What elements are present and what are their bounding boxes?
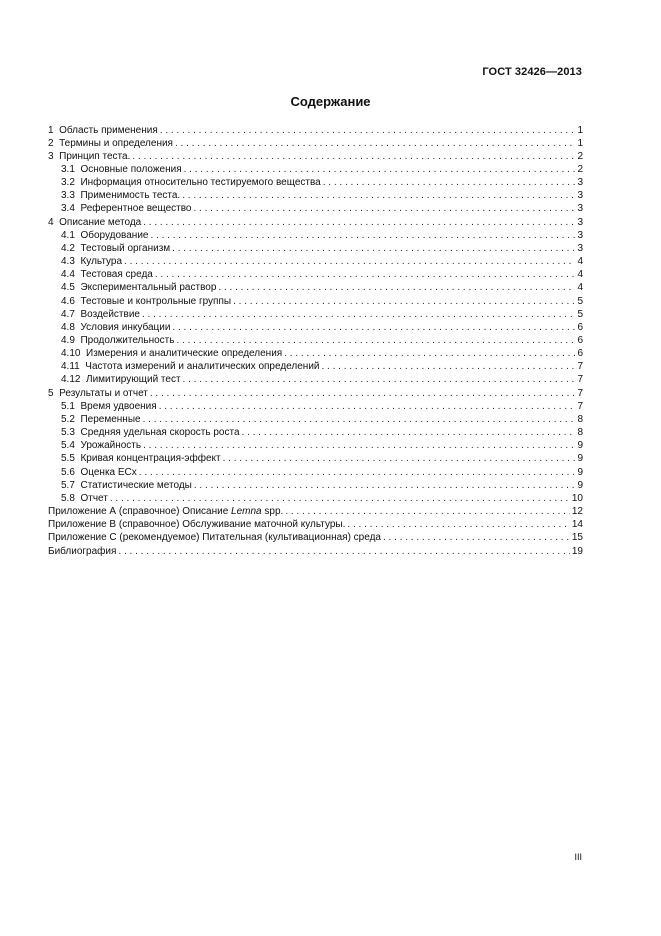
toc-dot-leader [143,439,575,452]
toc-entry-label [61,295,231,308]
toc-entry-text: Информация относительно тестируемого вещества [80,177,321,189]
toc-entry-label [61,202,191,215]
toc-dot-leader [110,492,570,505]
toc-entry[interactable] [48,439,583,452]
toc-entry[interactable] [48,137,583,150]
table-of-contents [48,124,583,558]
page-title: Содержание [290,94,371,109]
toc-entry-number: 4.8 [61,321,75,333]
toc-dot-leader [383,531,570,544]
toc-entry[interactable] [48,373,583,386]
toc-entry-text: Средняя удельная скорость роста [80,427,240,439]
toc-entry-page: 15 [571,532,583,544]
toc-entry-number: 5.3 [61,427,75,439]
toc-entry-page: 6 [577,321,583,333]
toc-entry[interactable] [48,321,583,334]
toc-dot-leader [242,426,576,439]
toc-dot-leader [159,400,576,413]
toc-entry-label [61,255,122,268]
toc-entry-label [48,150,130,163]
toc-dot-leader [150,229,575,242]
toc-entry-page: 6 [577,335,583,346]
toc-dot-leader [193,202,575,215]
toc-entry-page: 1 [577,137,583,149]
toc-entry[interactable] [48,281,583,294]
toc-entry-italic: Lemna [231,506,262,518]
toc-entry-label [61,373,181,386]
toc-entry-page: 3 [577,177,583,189]
toc-entry-label [61,439,141,452]
toc-entry-page: 5 [577,295,583,307]
toc-entry-page: 7 [577,400,583,412]
toc-entry[interactable] [48,124,583,137]
toc-entry-label [48,518,345,531]
toc-entry-label [48,387,148,400]
toc-entry[interactable] [48,268,583,281]
toc-entry-page: 7 [577,361,583,373]
toc-entry[interactable] [48,150,583,163]
toc-entry[interactable] [48,176,583,189]
toc-entry-text: Результаты и отчет [59,387,148,399]
toc-entry-label [61,466,137,479]
toc-dot-leader [132,150,575,163]
toc-entry[interactable] [48,189,583,202]
toc-dot-leader [284,347,575,360]
toc-entry-text: Приложение А (справочное) Описание [48,506,229,518]
toc-entry-label [61,479,192,492]
toc-entry-number: 2 [48,137,54,149]
toc-entry-label [48,505,283,518]
toc-dot-leader [323,176,576,189]
toc-entry[interactable] [48,426,583,439]
toc-dot-leader [155,268,576,281]
toc-dot-leader [194,479,576,492]
toc-entry-label [61,360,320,373]
toc-entry-text: Область применения [59,124,158,136]
toc-entry[interactable] [48,163,583,176]
toc-entry-text: Продолжительность [80,335,175,346]
toc-entry-label [48,137,173,150]
toc-entry-text: Переменные [80,413,141,425]
toc-entry-number: 4.1 [61,229,75,241]
toc-entry-text: Тестовый организм [80,242,171,254]
toc-entry-page: 10 [571,492,583,504]
toc-entry[interactable] [48,518,583,531]
toc-entry-page: 8 [577,427,583,439]
toc-entry-number: 5.7 [61,479,75,491]
toc-dot-leader [183,373,576,386]
toc-entry[interactable] [48,505,583,518]
toc-entry-number: 4.3 [61,256,75,268]
toc-entry-number: 4.6 [61,295,75,307]
toc-entry-text: Приложение С (рекомендуемое) Питательная (культивационная) среда [48,532,381,544]
document-id: ГОСТ 32426—2013 [482,66,582,78]
toc-entry-number: 4.7 [61,308,75,320]
toc-entry[interactable] [48,413,583,426]
toc-entry-label [61,347,282,360]
toc-entry-page: 12 [571,506,583,518]
toc-entry-label [61,229,148,242]
toc-entry-text: Культура [80,256,123,268]
toc-entry-text: Тестовые и контрольные группы [80,295,232,307]
toc-dot-leader [142,308,575,321]
toc-entry-text: Оценка ECx [80,466,137,478]
toc-entry-number: 4 [48,216,54,228]
toc-entry[interactable] [48,308,583,321]
toc-dot-leader [139,466,576,479]
toc-entry-label [48,545,116,558]
toc-entry[interactable] [48,531,583,544]
toc-entry-page: 3 [577,229,583,241]
toc-entry-page: 6 [577,348,583,360]
toc-dot-leader [176,334,575,347]
toc-entry-number: 3.2 [61,177,75,189]
toc-entry-page: 9 [577,440,583,452]
page-number: III [574,852,582,862]
toc-entry[interactable] [48,479,583,492]
toc-entry-label [61,492,108,505]
toc-entry-number: 5.6 [61,466,75,478]
toc-entry[interactable] [48,360,583,373]
toc-entry-text: Частота измерений и аналитических определений [85,361,320,373]
toc-entry-text: Приложение В (справочное) Обслуживание маточной культуры. [48,519,346,531]
toc-dot-leader [347,518,569,531]
toc-entry-page: 19 [571,545,583,557]
toc-entry-page: 5 [577,308,583,320]
toc-entry-text: Лимитирующий тест [86,374,181,386]
toc-entry[interactable] [48,347,583,360]
toc-entry-number: 5.8 [61,492,75,504]
toc-entry-number: 5.5 [61,453,75,465]
toc-entry-page: 4 [577,256,583,268]
toc-entry[interactable] [48,242,583,255]
toc-entry-text: Измерения и аналитические определения [86,348,283,360]
toc-dot-leader [285,505,570,518]
toc-entry-text: Урожайность [80,440,142,452]
toc-entry-number: 5.1 [61,400,75,412]
toc-entry-page: 3 [577,216,583,228]
toc-entry-page: 2 [577,150,583,162]
toc-entry-label [48,216,141,229]
toc-entry-number: 5.4 [61,440,75,452]
toc-entry[interactable] [48,452,583,465]
toc-entry-label [61,334,174,347]
toc-entry-text: Библиография [48,545,117,557]
toc-entry-page: 14 [571,519,583,531]
toc-entry-text: Основные положения [80,163,182,175]
toc-entry[interactable] [48,255,583,268]
toc-entry-label [61,452,221,465]
toc-dot-leader [118,545,569,558]
toc-entry-label [61,281,216,294]
toc-dot-leader [172,321,575,334]
toc-entry-text: Принцип теста. [59,150,131,162]
toc-entry-text: Кривая концентрация-эффект [80,453,221,465]
toc-entry-text: Условия инкубации [80,321,171,333]
toc-entry-page: 3 [577,242,583,254]
toc-entry-page: 3 [577,203,583,215]
toc-dot-leader [182,189,575,202]
toc-entry-label [61,242,170,255]
toc-entry-label [48,124,158,137]
toc-entry-page: 7 [577,374,583,386]
toc-entry-page: 1 [577,124,583,136]
toc-entry-text: Описание метода [59,216,142,228]
toc-dot-leader [143,413,576,426]
toc-entry-label [61,176,321,189]
toc-entry-tail: spp. [261,506,284,518]
toc-entry-label [61,268,153,281]
toc-entry-text: Воздействие [80,308,140,320]
toc-entry-label [61,308,140,321]
toc-entry-number: 5.2 [61,413,75,425]
toc-entry-text: Статистические методы [80,479,192,491]
toc-entry-number: 4.12 [61,374,81,386]
toc-entry-number: 3 [48,150,54,162]
toc-entry-page: 8 [577,413,583,425]
toc-dot-leader [124,255,575,268]
toc-entry-page: 4 [577,282,583,294]
toc-entry[interactable] [48,545,583,558]
toc-dot-leader [223,452,576,465]
toc-entry-number: 4.11 [61,361,80,373]
toc-entry-page: 4 [577,269,583,281]
toc-entry-label [61,163,182,176]
toc-entry-number: 4.10 [61,348,81,360]
toc-entry-number: 3.4 [61,203,75,215]
toc-dot-leader [218,281,575,294]
toc-entry-number: 4.9 [61,335,75,346]
toc-entry-number: 3.1 [61,163,75,175]
toc-entry-text: Время удвоения [80,400,157,412]
toc-entry[interactable] [48,202,583,215]
toc-entry-label [61,400,157,413]
toc-entry-page: 9 [577,466,583,478]
toc-entry[interactable] [48,466,583,479]
toc-entry[interactable] [48,492,583,505]
toc-entry-text: Отчет [80,492,108,504]
toc-dot-leader [143,216,575,229]
toc-entry-text: Тестовая среда [80,269,153,281]
toc-dot-leader [150,387,576,400]
toc-entry-text: Референтное вещество [80,203,192,215]
toc-entry-text: Экспериментальный раствор [80,282,217,294]
toc-entry-number: 4.5 [61,282,75,294]
toc-entry-label [61,413,141,426]
toc-entry[interactable] [48,334,583,347]
toc-entry-label [61,321,170,334]
toc-dot-leader [160,124,576,137]
toc-entry[interactable] [48,295,583,308]
toc-dot-leader [322,360,576,373]
toc-entry-number: 5 [48,387,54,399]
toc-entry-number: 4.4 [61,269,75,281]
toc-entry-number: 4.2 [61,242,75,254]
toc-entry-number: 1 [48,124,54,136]
toc-entry-label [48,531,381,544]
toc-entry-text: Оборудование [80,229,149,241]
toc-dot-leader [172,242,575,255]
toc-entry-label [61,189,180,202]
toc-entry[interactable] [48,400,583,413]
toc-entry-text: Термины и определения [59,137,173,149]
toc-entry-page: 3 [577,190,583,202]
toc-entry-page: 7 [577,387,583,399]
toc-dot-leader [184,163,576,176]
toc-entry[interactable] [48,229,583,242]
toc-entry-page: 9 [577,479,583,491]
toc-entry[interactable] [48,216,583,229]
toc-dot-leader [175,137,575,150]
toc-dot-leader [233,295,575,308]
toc-entry[interactable] [48,387,583,400]
toc-entry-page: 9 [577,453,583,465]
toc-entry-page: 2 [577,163,583,175]
toc-entry-number: 3.3 [61,190,75,202]
toc-entry-label [61,426,240,439]
toc-entry-text: Применимость теста. [80,190,181,202]
